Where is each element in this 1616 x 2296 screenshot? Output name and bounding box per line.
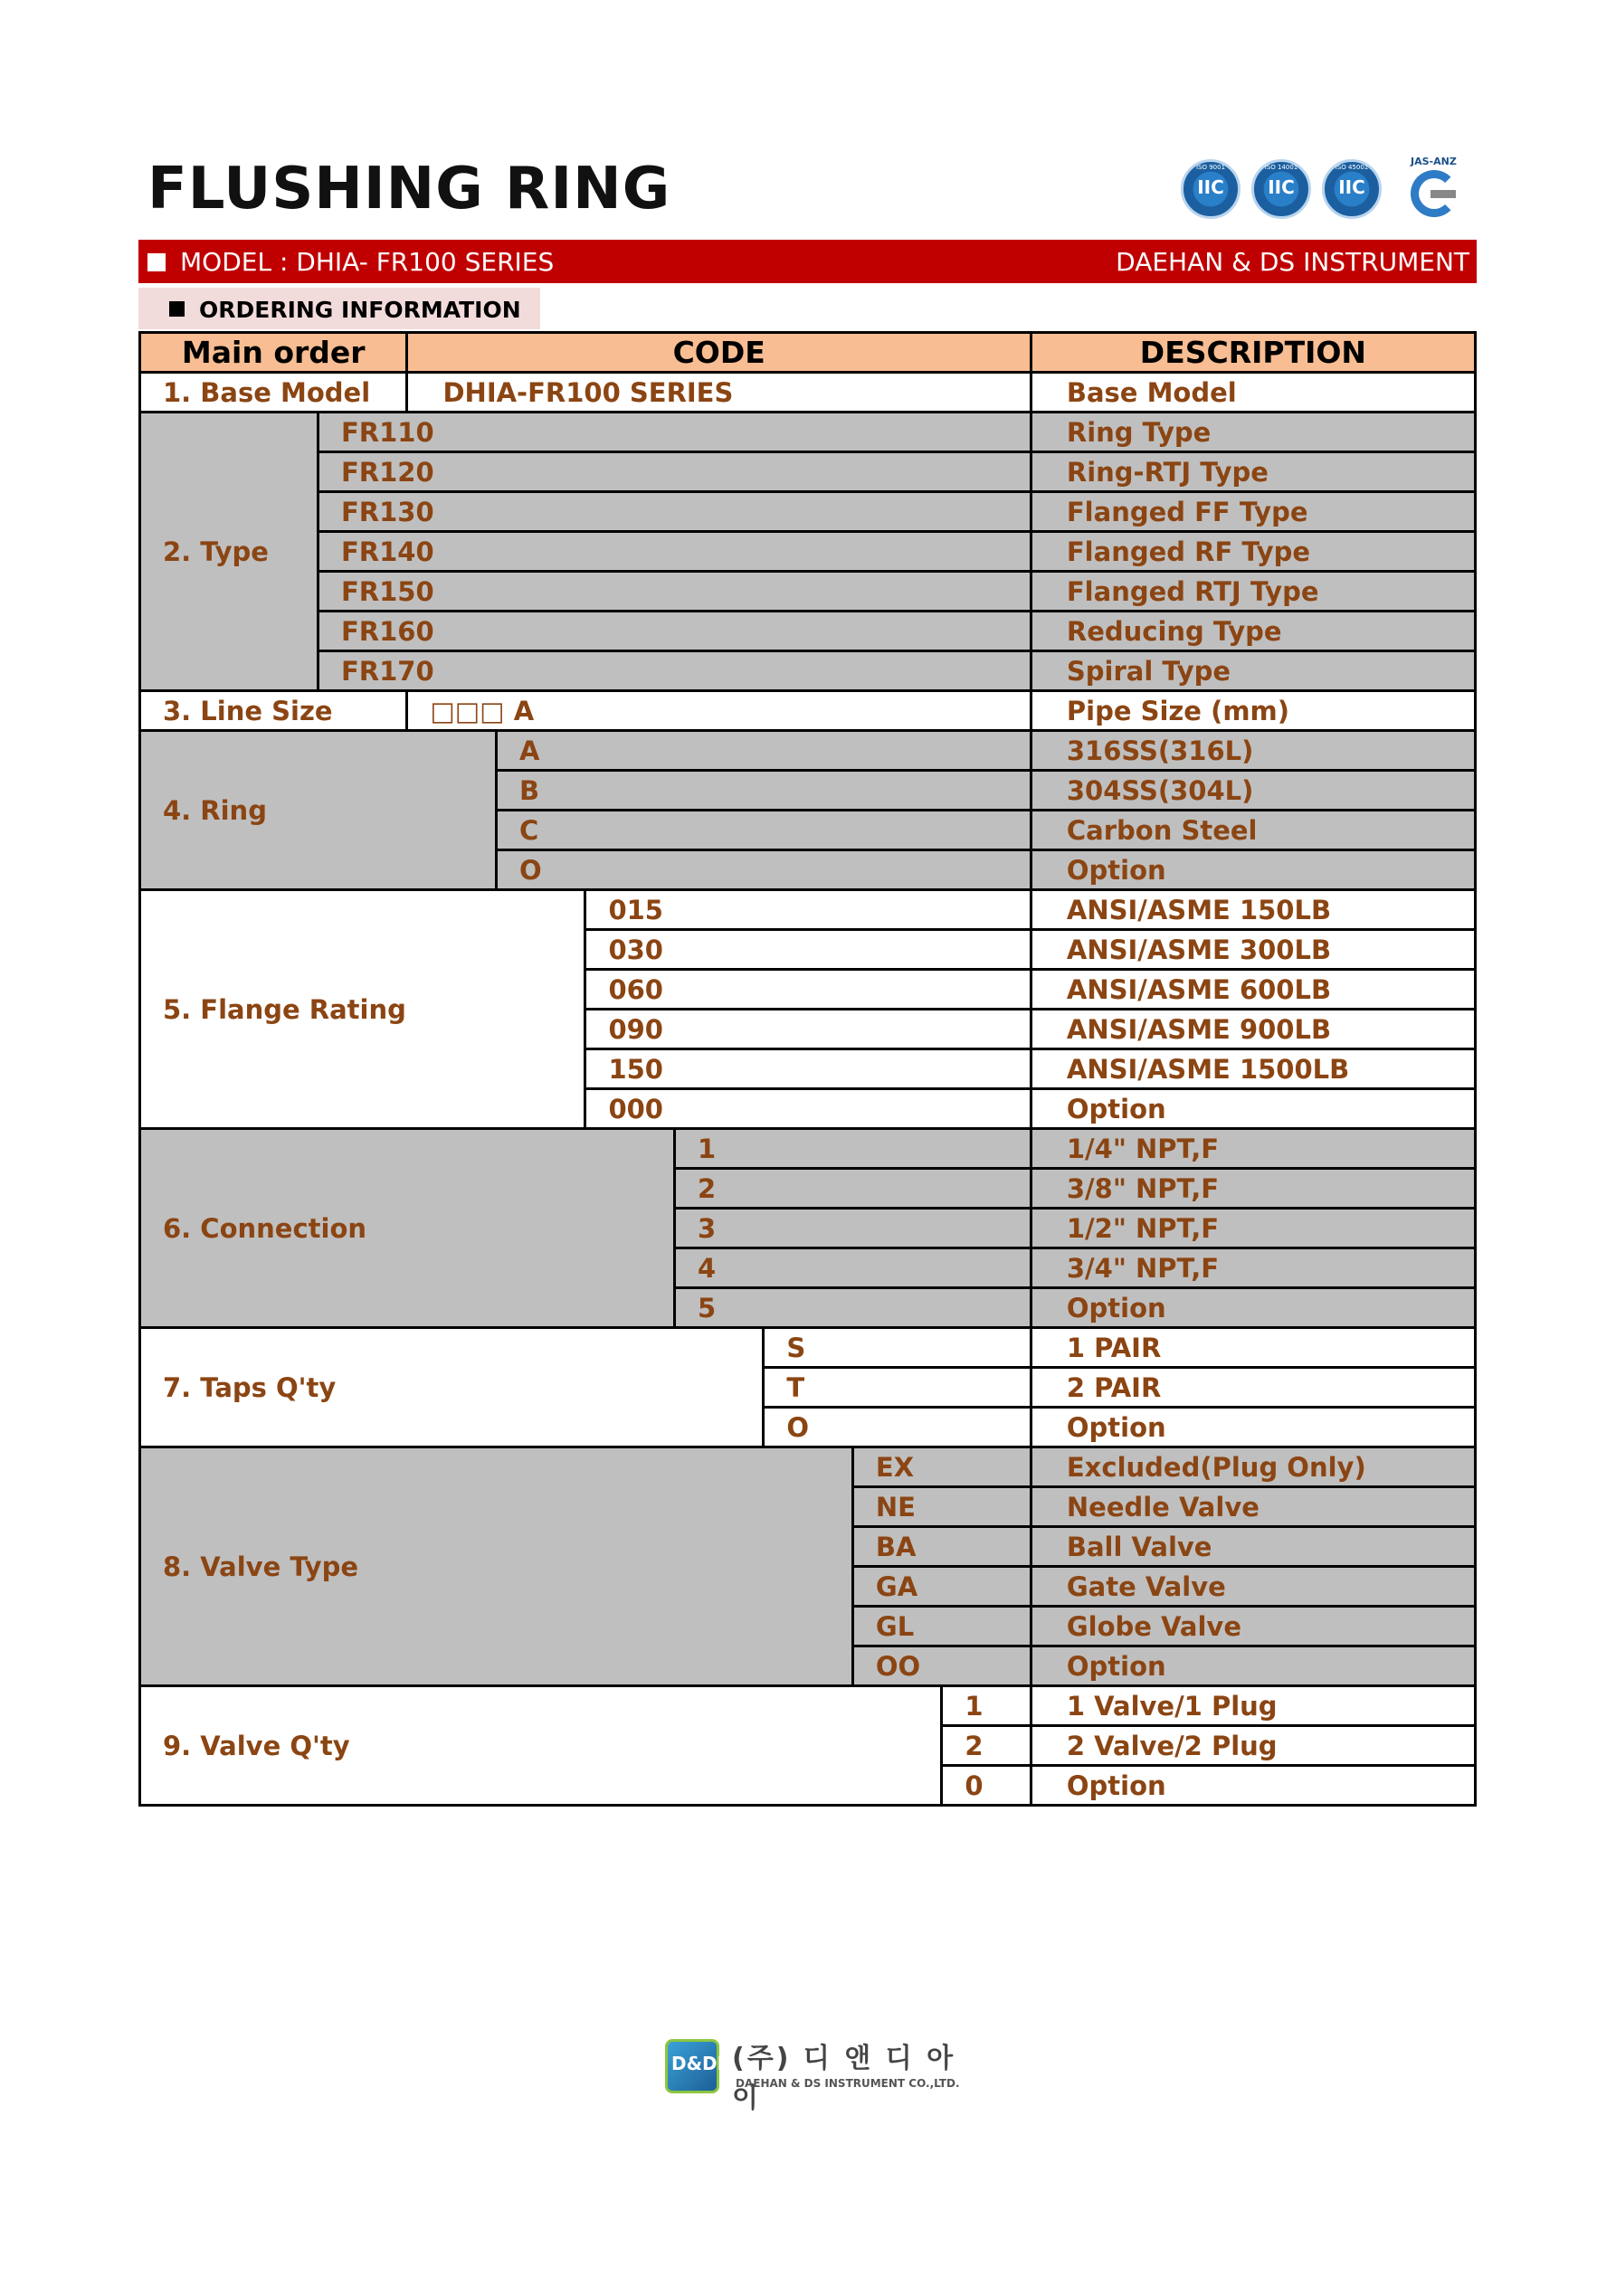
code-cell: FR110 [318,413,1031,452]
certification-logos [1181,156,1470,232]
table-row [140,572,1476,612]
header-main-order: Main order [140,333,407,373]
code-cell: 015 [585,890,1031,930]
row-label: 1. Base Model [140,373,407,413]
row-label: 2. Type [140,413,318,691]
description-cell: Needle Valve [1031,1487,1475,1527]
description-cell: Option [1031,1646,1475,1686]
code-cell: O [496,850,1031,890]
code-cell: B [496,771,1031,811]
footer-company-logo [665,2035,964,2114]
description-cell: 3/4" NPT,F [1031,1248,1475,1288]
code-cell: FR150 [318,572,1031,612]
code-cell: C [496,811,1031,850]
description-cell: 1 PAIR [1031,1328,1475,1368]
jas-anz-logo-icon: JAS-ANZ [1407,156,1463,224]
description-cell: Excluded(Plug Only) [1031,1447,1475,1487]
row-label: 8. Valve Type [140,1447,853,1686]
page-title: FLUSHING RING [147,156,671,223]
code-cell: OO [852,1646,1031,1686]
iso-certification-icon: ISO 14001 IIC [1251,159,1311,219]
code-cell: S [764,1328,1031,1368]
square-bullet-icon [169,301,185,317]
ordering-info-heading: ORDERING INFORMATION [138,288,540,329]
description-cell: Globe Valve [1031,1607,1475,1646]
code-cell: 2 [674,1169,1031,1209]
code-cell: 1 [942,1686,1031,1726]
code-cell: 2 [942,1726,1031,1766]
row-label: 3. Line Size [140,691,407,731]
description-cell: Ring Type [1031,413,1475,452]
code-cell: FR140 [318,532,1031,572]
ddi-logo-icon: D&DI [665,2039,719,2093]
model-label: MODEL : DHIA- FR100 SERIES [180,247,555,277]
code-cell: T [764,1368,1031,1408]
table-row [140,691,1476,731]
description-cell: 1/4" NPT,F [1031,1129,1475,1169]
description-cell: 304SS(304L) [1031,771,1475,811]
table-row [140,651,1476,691]
table-header-row [140,333,1476,373]
description-cell: Carbon Steel [1031,811,1475,850]
code-cell: 0 [942,1766,1031,1806]
description-cell: Ball Valve [1031,1527,1475,1567]
code-cell: FR170 [318,651,1031,691]
description-cell: 1/2" NPT,F [1031,1209,1475,1248]
row-label: 6. Connection [140,1129,675,1328]
code-cell: FR160 [318,612,1031,651]
table-row [140,452,1476,492]
row-label: 5. Flange Rating [140,890,585,1129]
table-row [140,1129,1476,1169]
description-cell: 2 PAIR [1031,1368,1475,1408]
code-cell: DHIA-FR100 SERIES [407,373,1031,413]
code-cell: 090 [585,1010,1031,1049]
row-label: 9. Valve Q'ty [140,1686,942,1806]
model-bar [138,240,1477,283]
description-cell: ANSI/ASME 600LB [1031,970,1475,1010]
code-cell: 000 [585,1089,1031,1129]
header-code: CODE [407,333,1031,373]
description-cell: Gate Valve [1031,1567,1475,1607]
table-row [140,1447,1476,1487]
code-cell: 1 [674,1129,1031,1169]
code-cell: GL [852,1607,1031,1646]
table-row [140,731,1476,771]
code-cell: FR120 [318,452,1031,492]
description-cell: Ring-RTJ Type [1031,452,1475,492]
description-cell: 316SS(316L) [1031,731,1475,771]
description-cell: 1 Valve/1 Plug [1031,1686,1475,1726]
description-cell: Option [1031,1288,1475,1328]
code-cell: 060 [585,970,1031,1010]
code-cell: 3 [674,1209,1031,1248]
code-cell: A [496,731,1031,771]
code-cell: 150 [585,1049,1031,1089]
table-row [140,890,1476,930]
code-cell: EX [852,1447,1031,1487]
table-row [140,492,1476,532]
square-bullet-icon [147,253,166,271]
description-cell: ANSI/ASME 300LB [1031,930,1475,970]
code-cell: 5 [674,1288,1031,1328]
description-cell: Base Model [1031,373,1475,413]
footer-english-name: DAEHAN & DS INSTRUMENT CO.,LTD. [736,2077,960,2090]
footer-korean-name: (주) 디 앤 디 아 이 [732,2043,956,2114]
description-cell: ANSI/ASME 150LB [1031,890,1475,930]
table-row [140,413,1476,452]
table-row [140,1328,1476,1368]
ordering-table [138,331,1477,1807]
code-cell: GA [852,1567,1031,1607]
code-cell: BA [852,1527,1031,1567]
row-label: 4. Ring [140,731,497,890]
description-cell: ANSI/ASME 900LB [1031,1010,1475,1049]
description-cell: 3/8" NPT,F [1031,1169,1475,1209]
description-cell: Spiral Type [1031,651,1475,691]
description-cell: Pipe Size (mm) [1031,691,1475,731]
row-label: 7. Taps Q'ty [140,1328,764,1447]
description-cell: Option [1031,1089,1475,1129]
table-row [140,532,1476,572]
description-cell: 2 Valve/2 Plug [1031,1726,1475,1766]
code-cell: 030 [585,930,1031,970]
iso-certification-icon: ISO 45001 IIC [1322,159,1382,219]
header-description: DESCRIPTION [1031,333,1475,373]
description-cell: Flanged RF Type [1031,532,1475,572]
description-cell: Option [1031,1408,1475,1447]
description-cell: Reducing Type [1031,612,1475,651]
table-row [140,612,1476,651]
table-row [140,373,1476,413]
description-cell: Flanged FF Type [1031,492,1475,532]
description-cell: Flanged RTJ Type [1031,572,1475,612]
description-cell: ANSI/ASME 1500LB [1031,1049,1475,1089]
table-row [140,1686,1476,1726]
code-cell: FR130 [318,492,1031,532]
code-cell: □□□ A [407,691,1031,731]
company-name: DAEHAN & DS INSTRUMENT [1116,247,1469,277]
description-cell: Option [1031,850,1475,890]
code-cell: 4 [674,1248,1031,1288]
code-cell: NE [852,1487,1031,1527]
iso-certification-icon: ISO 9001 IIC [1181,159,1241,219]
description-cell: Option [1031,1766,1475,1806]
code-cell: O [764,1408,1031,1447]
